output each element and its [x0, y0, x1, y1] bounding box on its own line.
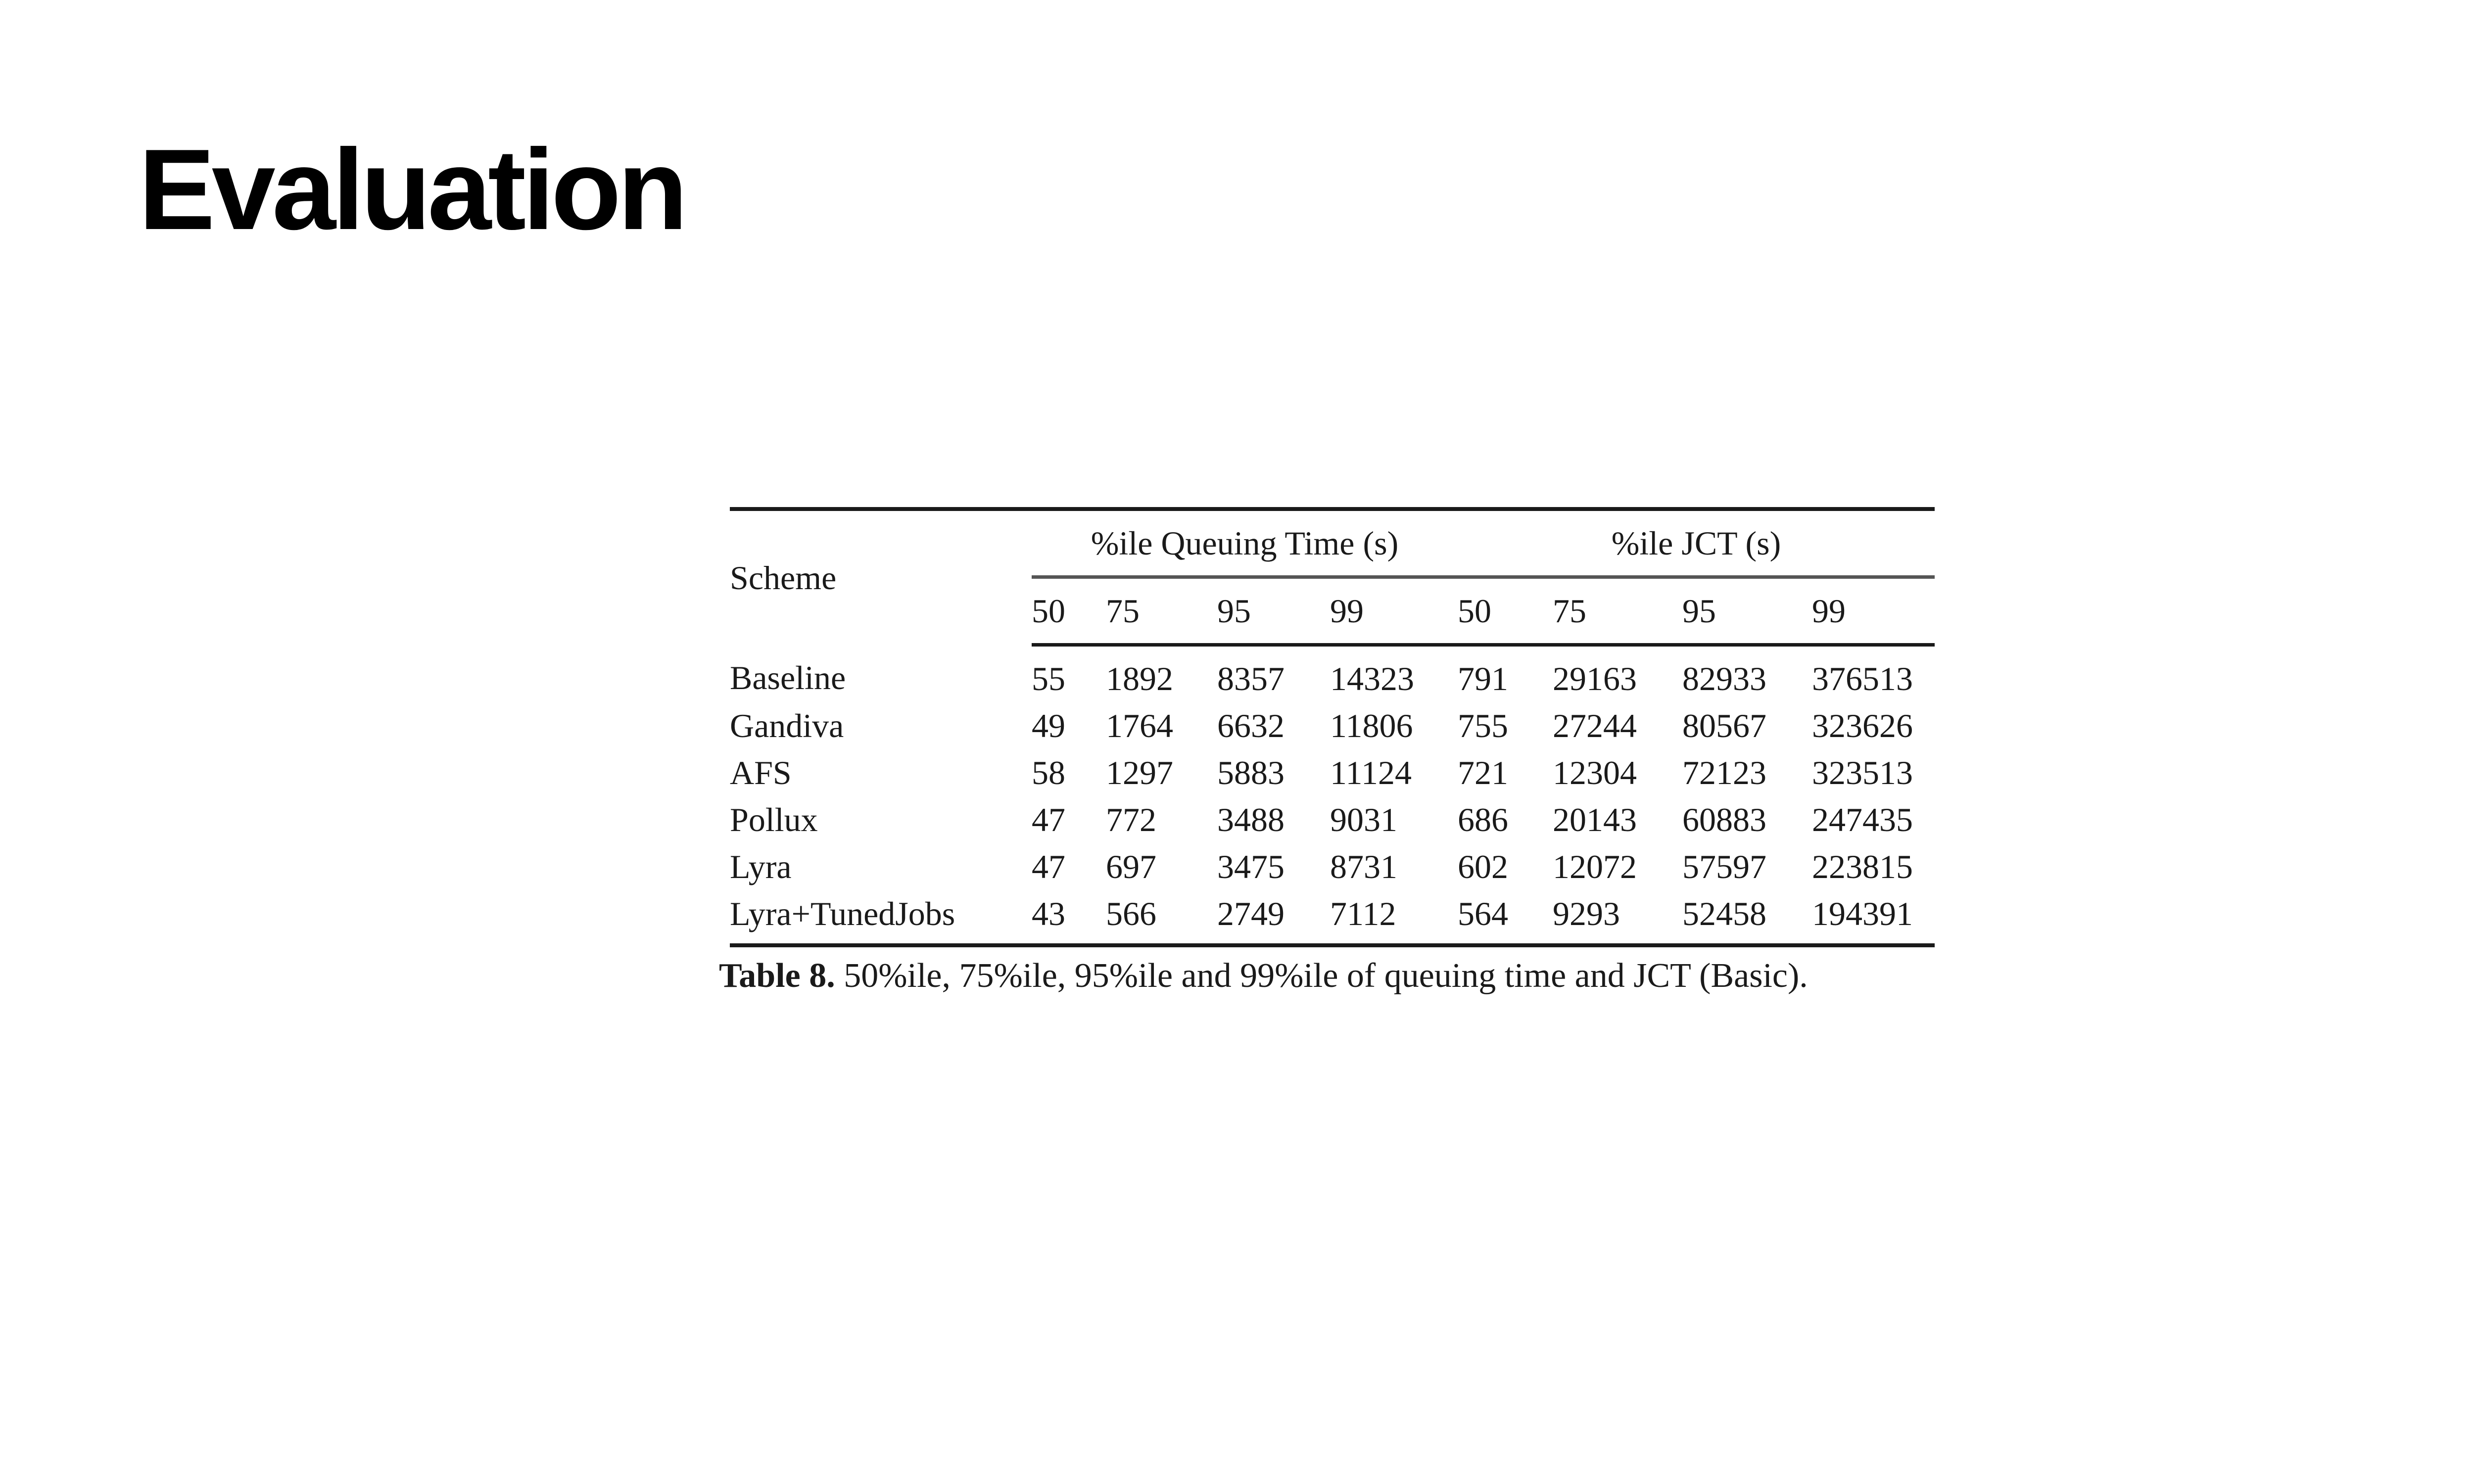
value-cell: 14323 — [1330, 660, 1414, 697]
value-cell: 3475 — [1217, 848, 1285, 885]
value-cell: 564 — [1458, 895, 1508, 932]
value-cell: 29163 — [1553, 660, 1637, 697]
value-cell: 2749 — [1217, 895, 1285, 932]
results-table — [730, 507, 1935, 947]
value-cell: 223815 — [1812, 848, 1913, 885]
value-cell: 12304 — [1553, 754, 1637, 791]
scheme-cell: Lyra+TunedJobs — [730, 895, 955, 932]
percentile-header: 50 — [1458, 577, 1553, 645]
percentile-header: 99 — [1812, 577, 1935, 645]
value-cell: 20143 — [1553, 801, 1637, 838]
table-row — [730, 843, 1935, 890]
value-cell: 49 — [1032, 707, 1065, 744]
value-cell: 602 — [1458, 848, 1508, 885]
value-cell: 11806 — [1330, 707, 1413, 744]
value-cell: 52458 — [1682, 895, 1766, 932]
value-cell: 8357 — [1217, 660, 1285, 697]
value-cell: 323513 — [1812, 754, 1913, 791]
percentile-header: 50 — [1032, 577, 1106, 645]
value-cell: 7112 — [1330, 895, 1396, 932]
caption-text: 50%ile, 75%ile, 95%ile and 99%ile of queuing time and JCT (Basic). — [835, 957, 1808, 995]
value-cell: 755 — [1458, 707, 1508, 744]
value-cell: 697 — [1106, 848, 1156, 885]
table-caption — [719, 956, 1935, 996]
value-cell: 1764 — [1106, 707, 1173, 744]
table-row — [730, 702, 1935, 749]
value-cell: 9031 — [1330, 801, 1397, 838]
value-cell: 721 — [1458, 754, 1508, 791]
value-cell: 72123 — [1682, 754, 1766, 791]
scheme-cell: AFS — [730, 754, 792, 791]
value-cell: 3488 — [1217, 801, 1285, 838]
value-cell: 772 — [1106, 801, 1156, 838]
value-cell: 60883 — [1682, 801, 1766, 838]
value-cell: 47 — [1032, 848, 1065, 885]
scheme-cell: Baseline — [730, 659, 846, 697]
value-cell: 5883 — [1217, 754, 1285, 791]
value-cell: 686 — [1458, 801, 1508, 838]
value-cell: 47 — [1032, 801, 1065, 838]
value-cell: 57597 — [1682, 848, 1766, 885]
value-cell: 791 — [1458, 660, 1508, 697]
value-cell: 376513 — [1812, 660, 1913, 697]
scheme-cell: Pollux — [730, 801, 818, 838]
table-body — [730, 645, 1935, 946]
table-row — [730, 890, 1935, 945]
value-cell: 194391 — [1812, 895, 1913, 932]
value-cell: 80567 — [1682, 707, 1766, 744]
value-cell: 247435 — [1812, 801, 1913, 838]
table-row — [730, 645, 1935, 703]
value-cell: 9293 — [1553, 895, 1620, 932]
table-figure — [719, 507, 1935, 996]
percentile-header: 95 — [1217, 577, 1330, 645]
table-header — [730, 509, 1935, 645]
value-cell: 6632 — [1217, 707, 1285, 744]
slide-title: Evaluation — [139, 126, 685, 254]
caption-label: Table 8. — [719, 957, 835, 995]
value-cell: 82933 — [1682, 660, 1766, 697]
value-cell: 58 — [1032, 754, 1065, 791]
scheme-cell: Lyra — [730, 848, 792, 885]
value-cell: 1892 — [1106, 660, 1173, 697]
percentile-header: 95 — [1682, 577, 1812, 645]
scheme-cell: Gandiva — [730, 707, 844, 744]
value-cell: 1297 — [1106, 754, 1173, 791]
queuing-time-group-header: %ile Queuing Time (s) — [1032, 509, 1458, 577]
value-cell: 12072 — [1553, 848, 1637, 885]
value-cell: 8731 — [1330, 848, 1397, 885]
header-group-row — [730, 509, 1935, 577]
value-cell: 55 — [1032, 660, 1065, 697]
value-cell: 43 — [1032, 895, 1065, 932]
table-row — [730, 796, 1935, 843]
scheme-column-header: Scheme — [730, 558, 837, 597]
value-cell: 323626 — [1812, 707, 1913, 744]
percentile-header: 99 — [1330, 577, 1458, 645]
percentile-header: 75 — [1553, 577, 1682, 645]
value-cell: 566 — [1106, 895, 1156, 932]
table-row — [730, 749, 1935, 796]
value-cell: 11124 — [1330, 754, 1412, 791]
percentile-header: 75 — [1106, 577, 1217, 645]
jct-group-header: %ile JCT (s) — [1458, 509, 1935, 577]
value-cell: 27244 — [1553, 707, 1637, 744]
